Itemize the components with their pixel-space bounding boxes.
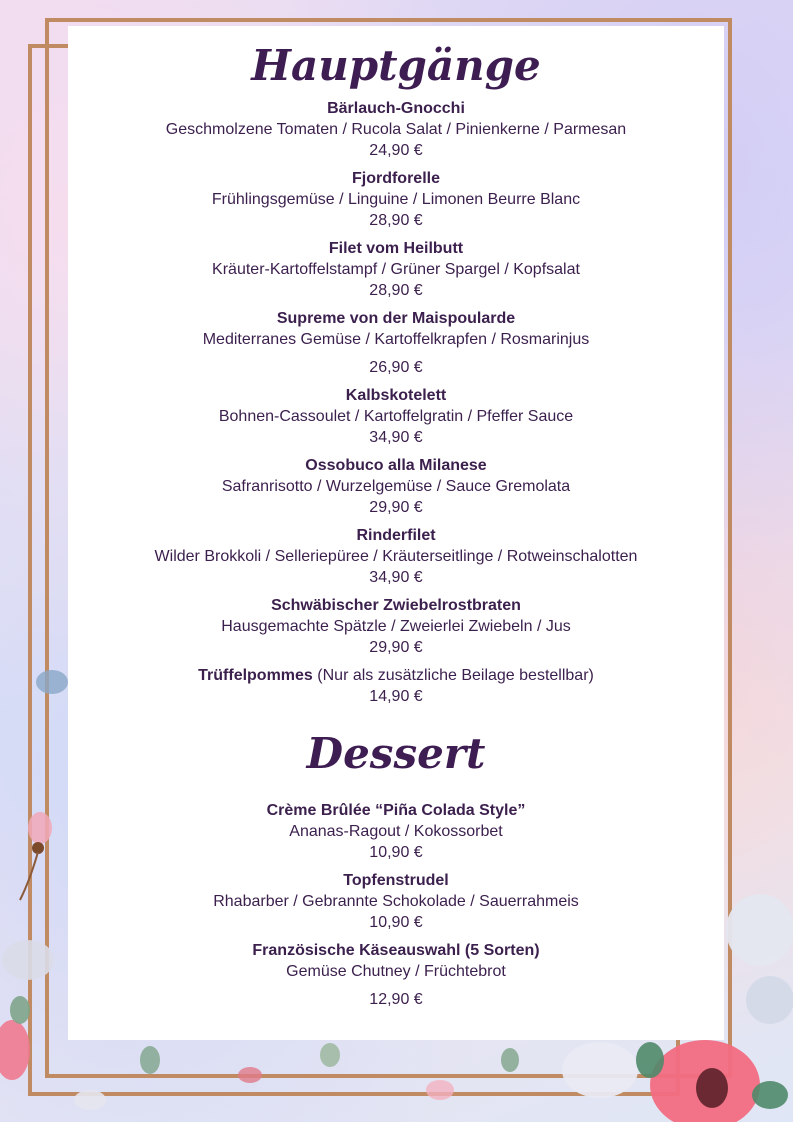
dish-name: Fjordforelle bbox=[351, 170, 440, 187]
dish-item bbox=[68, 525, 724, 588]
dessert-name: Französische Käseauswahl (5 Sorten) bbox=[252, 942, 540, 959]
dish-description: Safranrisotto / Wurzelgemüse / Sauce Gremolata bbox=[221, 478, 571, 495]
dish-item bbox=[68, 385, 724, 448]
dish-description: Geschmolzene Tomaten / Rucola Salat / Pinienkerne / Parmesan bbox=[165, 121, 627, 138]
dish-name: Ossobuco alla Milanese bbox=[305, 457, 487, 474]
dish-name: Kalbskotelett bbox=[345, 387, 447, 404]
dish-item bbox=[68, 455, 724, 518]
section-title-main: Hauptgänge bbox=[251, 41, 541, 90]
dish-item bbox=[68, 595, 724, 658]
dish-name: Rinderfilet bbox=[356, 527, 436, 544]
dessert-description: Rhabarber / Gebrannte Schokolade / Sauerrahmeis bbox=[213, 893, 579, 910]
menu-content bbox=[68, 26, 724, 1010]
dish-price: 26,90 € bbox=[369, 359, 423, 376]
side-dish-name: Trüffelpommes bbox=[198, 667, 313, 684]
dish-item bbox=[68, 168, 724, 231]
dish-description: Kräuter-Kartoffelstampf / Grüner Spargel / Kopfsalat bbox=[212, 261, 580, 278]
dessert-price: 10,90 € bbox=[369, 914, 423, 931]
dish-price: 24,90 € bbox=[369, 142, 423, 159]
dessert-description: Gemüse Chutney / Früchtebrot bbox=[286, 963, 506, 980]
dish-item bbox=[68, 98, 724, 161]
dish-description: Mediterranes Gemüse / Kartoffelkrapfen / Rosmarinjus bbox=[202, 331, 590, 348]
dish-price: 29,90 € bbox=[369, 499, 423, 516]
dish-name: Bärlauch-Gnocchi bbox=[327, 100, 465, 117]
dessert-item bbox=[68, 870, 724, 933]
dish-item bbox=[68, 238, 724, 301]
main-dish-list bbox=[68, 98, 724, 707]
dish-name: Schwäbischer Zwiebelrostbraten bbox=[271, 597, 521, 614]
dish-description: Wilder Brokkoli / Selleriepüree / Kräuterseitlinge / Rotweinschalotten bbox=[154, 548, 638, 565]
dessert-item bbox=[68, 940, 724, 1010]
dish-price: 29,90 € bbox=[369, 639, 423, 656]
dish-description: Hausgemachte Spätzle / Zweierlei Zwiebeln / Jus bbox=[221, 618, 571, 635]
dessert-price: 10,90 € bbox=[369, 844, 423, 861]
section-title-dessert: Dessert bbox=[306, 729, 486, 778]
dish-item bbox=[68, 308, 724, 378]
side-dish-line bbox=[68, 665, 724, 686]
dessert-name: Crème Brûlée “Piña Colada Style” bbox=[266, 802, 526, 819]
dessert-price: 12,90 € bbox=[369, 991, 423, 1008]
dish-price: 28,90 € bbox=[369, 282, 423, 299]
dish-description: Bohnen-Cassoulet / Kartoffelgratin / Pfeffer Sauce bbox=[218, 408, 574, 425]
dessert-item bbox=[68, 800, 724, 863]
side-dish-note: (Nur als zusätzliche Beilage bestellbar) bbox=[317, 667, 594, 684]
side-dish-item bbox=[68, 665, 724, 707]
dish-price: 34,90 € bbox=[369, 569, 423, 586]
dessert-list bbox=[68, 800, 724, 1010]
dish-price: 14,90 € bbox=[369, 688, 423, 705]
dish-price: 28,90 € bbox=[369, 212, 423, 229]
dish-name: Supreme von der Maispoularde bbox=[276, 310, 516, 327]
dessert-description: Ananas-Ragout / Kokossorbet bbox=[289, 823, 503, 840]
dessert-name: Topfenstrudel bbox=[343, 872, 449, 889]
dish-price: 34,90 € bbox=[369, 429, 423, 446]
dish-name: Filet vom Heilbutt bbox=[328, 240, 464, 257]
dish-description: Frühlingsgemüse / Linguine / Limonen Beurre Blanc bbox=[211, 191, 581, 208]
